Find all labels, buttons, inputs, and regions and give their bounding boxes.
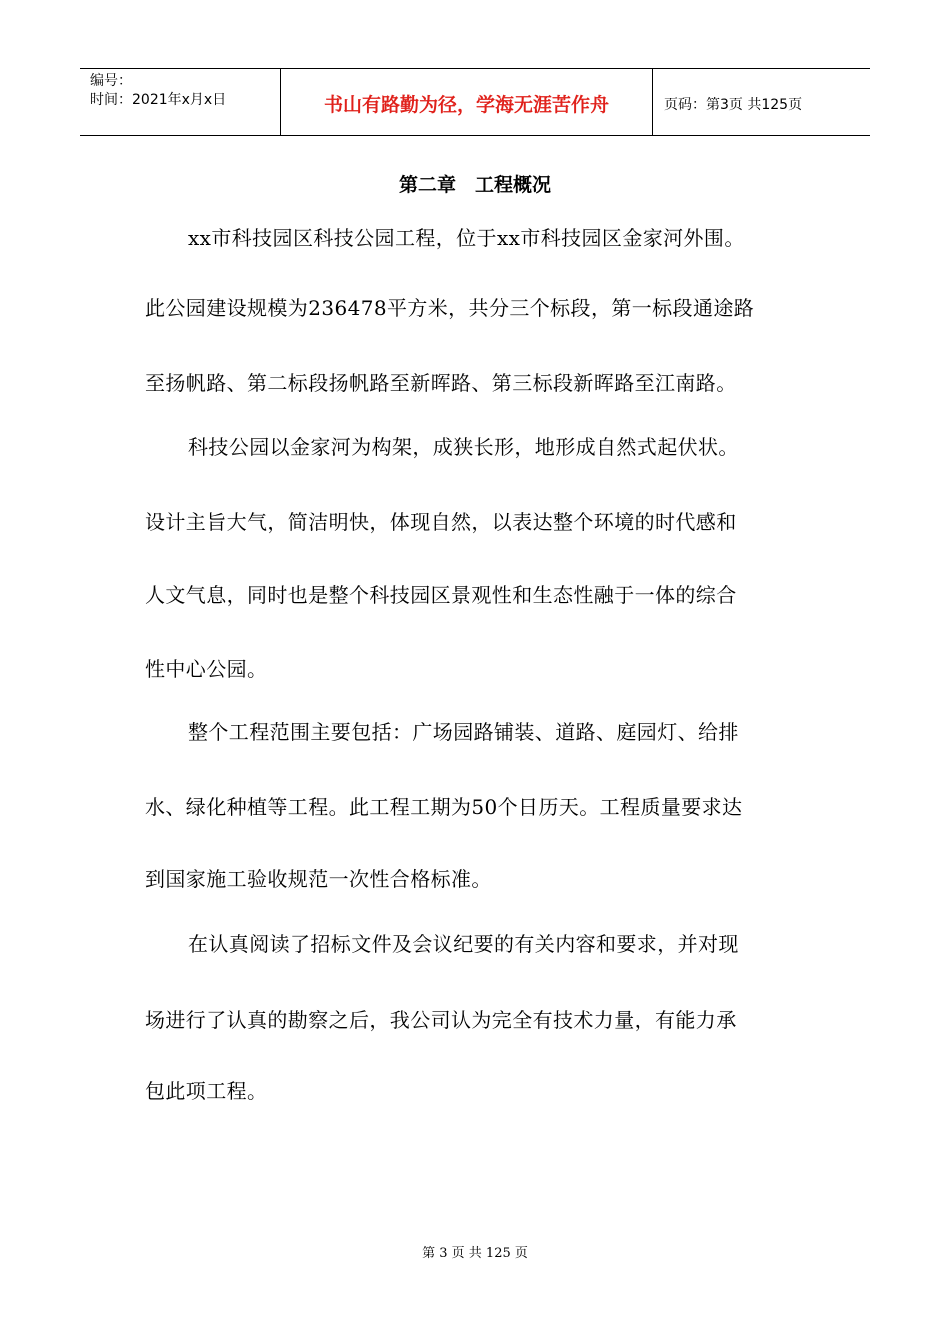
- paragraph-line: 至扬帆路、第二标段扬帆路至新晖路、第三标段新晖路至江南路。: [145, 371, 737, 395]
- paragraph-line: 到国家施工验收规范一次性合格标准。: [145, 867, 492, 891]
- header-motto-cell: [281, 69, 653, 135]
- paragraph-line: 设计主旨大气，简洁明快，体现自然，以表达整个环境的时代感和: [145, 510, 737, 534]
- paragraph-line: 包此项工程。: [145, 1079, 268, 1103]
- paragraph-line: 科技公园以金家河为构架，成狭长形，地形成自然式起伏状。: [188, 435, 739, 459]
- date-label: 时间：2021年x月x日: [90, 92, 227, 108]
- chapter-title: 第二章 工程概况: [398, 174, 551, 196]
- paragraph-line: 水、绿化种植等工程。此工程工期为50个日历天。工程质量要求达: [145, 795, 743, 819]
- paragraph-line: 整个工程范围主要包括：广场园路铺装、道路、庭园灯、给排: [188, 720, 739, 744]
- doc-number-label: 编号：: [90, 73, 132, 89]
- paragraph-line: 性中心公园。: [145, 657, 268, 681]
- page-footer: 第 3 页 共 125 页: [422, 1246, 528, 1261]
- header-page-cell: [653, 69, 870, 135]
- paragraph-line: 此公园建设规模为236478平方米，共分三个标段，第一标段通途路: [145, 296, 755, 320]
- header-meta-cell: [80, 69, 281, 135]
- paragraph-line: 场进行了认真的勘察之后，我公司认为完全有技术力量，有能力承: [145, 1008, 737, 1032]
- page-header: [80, 68, 870, 136]
- paragraph-line: 人文气息，同时也是整个科技园区景观性和生态性融于一体的综合: [145, 583, 737, 607]
- header-page-info: 页码：第3页 共125页: [664, 96, 803, 113]
- header-motto: 书山有路勤为径，学海无涯苦作舟: [323, 94, 609, 116]
- paragraph-line: xx市科技园区科技公园工程，位于xx市科技园区金家河外围。: [188, 226, 745, 250]
- paragraph-line: 在认真阅读了招标文件及会议纪要的有关内容和要求，并对现: [188, 932, 739, 956]
